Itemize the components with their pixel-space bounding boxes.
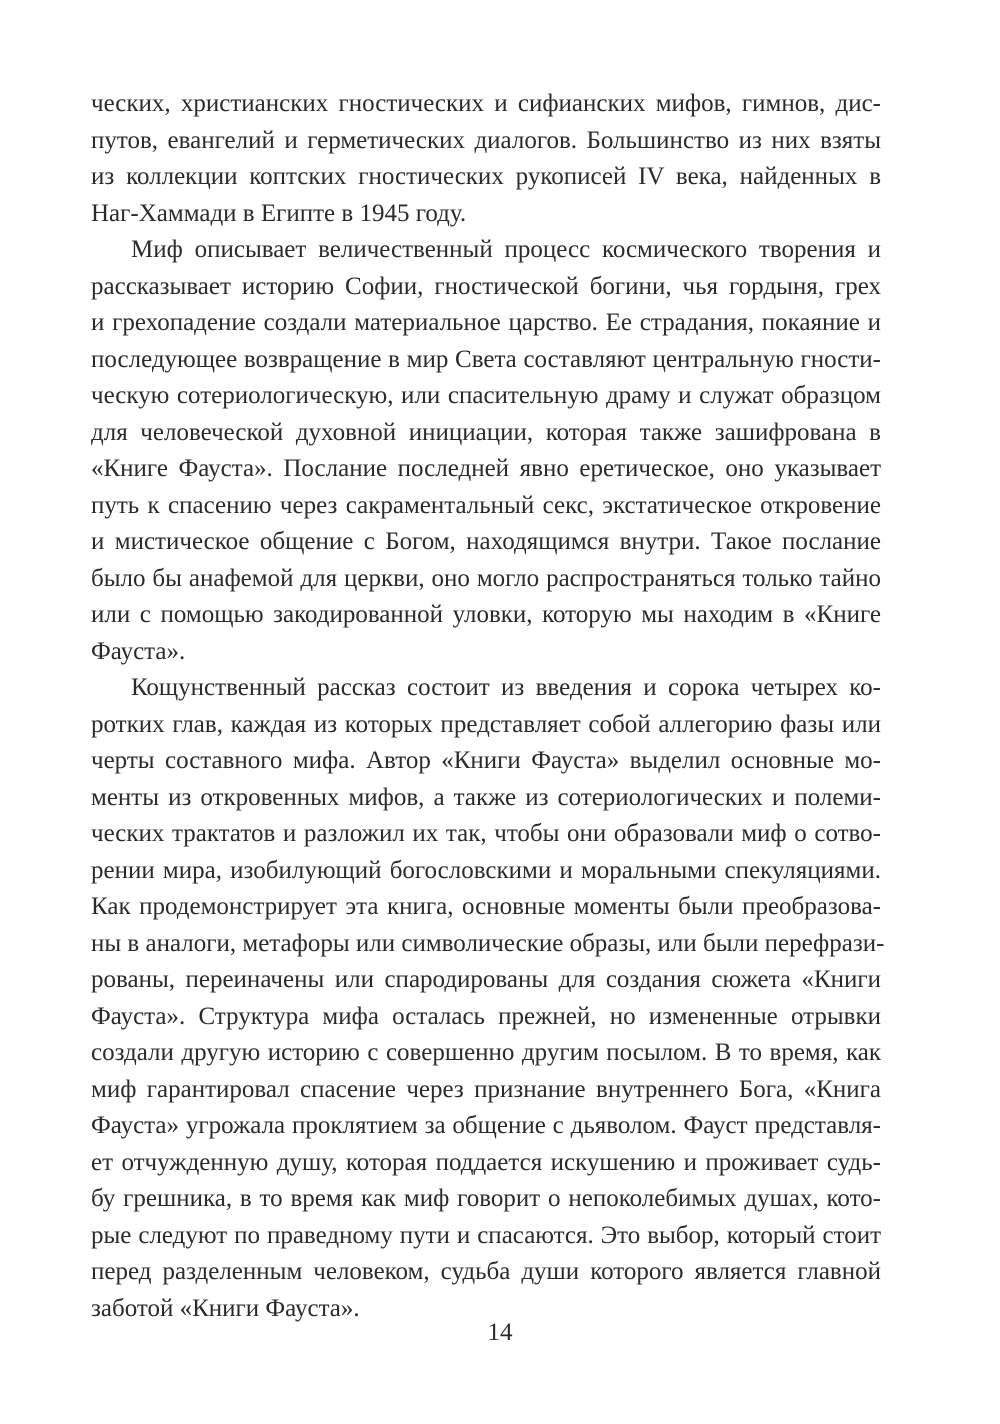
text-line: последующее возвращение в мир Света составляют центральную гности-: [91, 345, 881, 373]
text-line: ротких глав, каждая из которых представляет собой аллегорию фазы или: [91, 710, 881, 738]
text-line: и мистическое общение с Богом, находящимся внутри. Такое послание: [91, 528, 881, 555]
text-line: или с помощью закодированной уловки, которую мы находим в «Книге: [91, 601, 881, 628]
text-line: миф гарантировал спасение через признание внутреннего Бога, «Книга: [91, 1075, 881, 1103]
text-line: из коллекции коптских гностических рукописей IV века, найденных в: [91, 163, 881, 190]
text-line: ет отчужденную душу, которая поддается искушению и проживает судь-: [91, 1148, 881, 1176]
text-line: рованы, переиначены или спародированы для создания сюжета «Книги: [91, 966, 881, 993]
text-line: заботой «Книги Фауста».: [91, 1294, 360, 1322]
page-number: 14: [487, 1319, 513, 1346]
text-line: рые следуют по праведному пути и спасаются. Это выбор, который стоит: [91, 1221, 881, 1249]
text-line: рении мира, изобилующий богословскими и моральными спекуляциями.: [91, 856, 881, 884]
text-line: путов, евангелий и герметических диалогов. Большинство из них взяты: [91, 126, 881, 154]
text-line: для человеческой духовной инициации, которая также зашифрована в: [91, 418, 881, 446]
text-line: «Книге Фауста». Послание последней явно еретическое, оно указывает: [91, 455, 881, 482]
text-line: ческую сотериологическую, или спасительную драму и служат образцом: [91, 382, 881, 409]
text-line: Как продемонстрирует эта книга, основные моменты были преобразова-: [91, 893, 881, 920]
text-line: Фауста».: [91, 637, 186, 665]
text-line: ческих, христианских гностических и сифианских мифов, гимнов, дис-: [91, 90, 881, 117]
text-line: было бы анафемой для церкви, оно могло распространяться только тайно: [91, 564, 881, 592]
text-line: перед разделенным человеком, судьба души которого является главной: [91, 1258, 881, 1285]
text-line: Наг-Хаммади в Египте в 1945 году.: [91, 199, 467, 227]
text-line: ны в аналоги, метафоры или символические образы, или были перефрази-: [91, 929, 885, 957]
text-line: путь к спасению через сакраментальный секс, экстатическое откровение: [91, 491, 881, 519]
text-line: и грехопадение создали материальное царство. Ее страдания, покаяние и: [91, 309, 881, 336]
text-line: создали другую историю с совершенно другим посылом. В то время, как: [91, 1039, 881, 1066]
body-text: [91, 86, 885, 1327]
text-line: Кощунственный рассказ состоит из введения и сорока четырех ко-: [131, 674, 881, 701]
paragraph: [91, 86, 881, 232]
text-line: рассказывает историю Софии, гностической богини, чья гордыня, грех: [91, 272, 881, 300]
text-line: Миф описывает величественный процесс космического творения и: [131, 236, 881, 263]
text-line: черты составного мифа. Автор «Книги Фауста» выделил основные мо-: [91, 747, 881, 774]
text-line: Фауста» угрожала проклятием за общение с дьяволом. Фауст представля-: [91, 1112, 881, 1139]
text-line: Фауста». Структура мифа осталась прежней, но измененные отрывки: [91, 1002, 881, 1030]
paragraph: [91, 670, 885, 1327]
paragraph: [91, 232, 881, 670]
text-line: бу грешника, в то время как миф говорит о непоколебимых душах, кото-: [91, 1185, 881, 1212]
text-line: менты из откровенных мифов, а также из сотериологических и полеми-: [91, 783, 881, 811]
text-line: ческих трактатов и разложил их так, чтобы они образовали миф о сотво-: [91, 820, 881, 847]
